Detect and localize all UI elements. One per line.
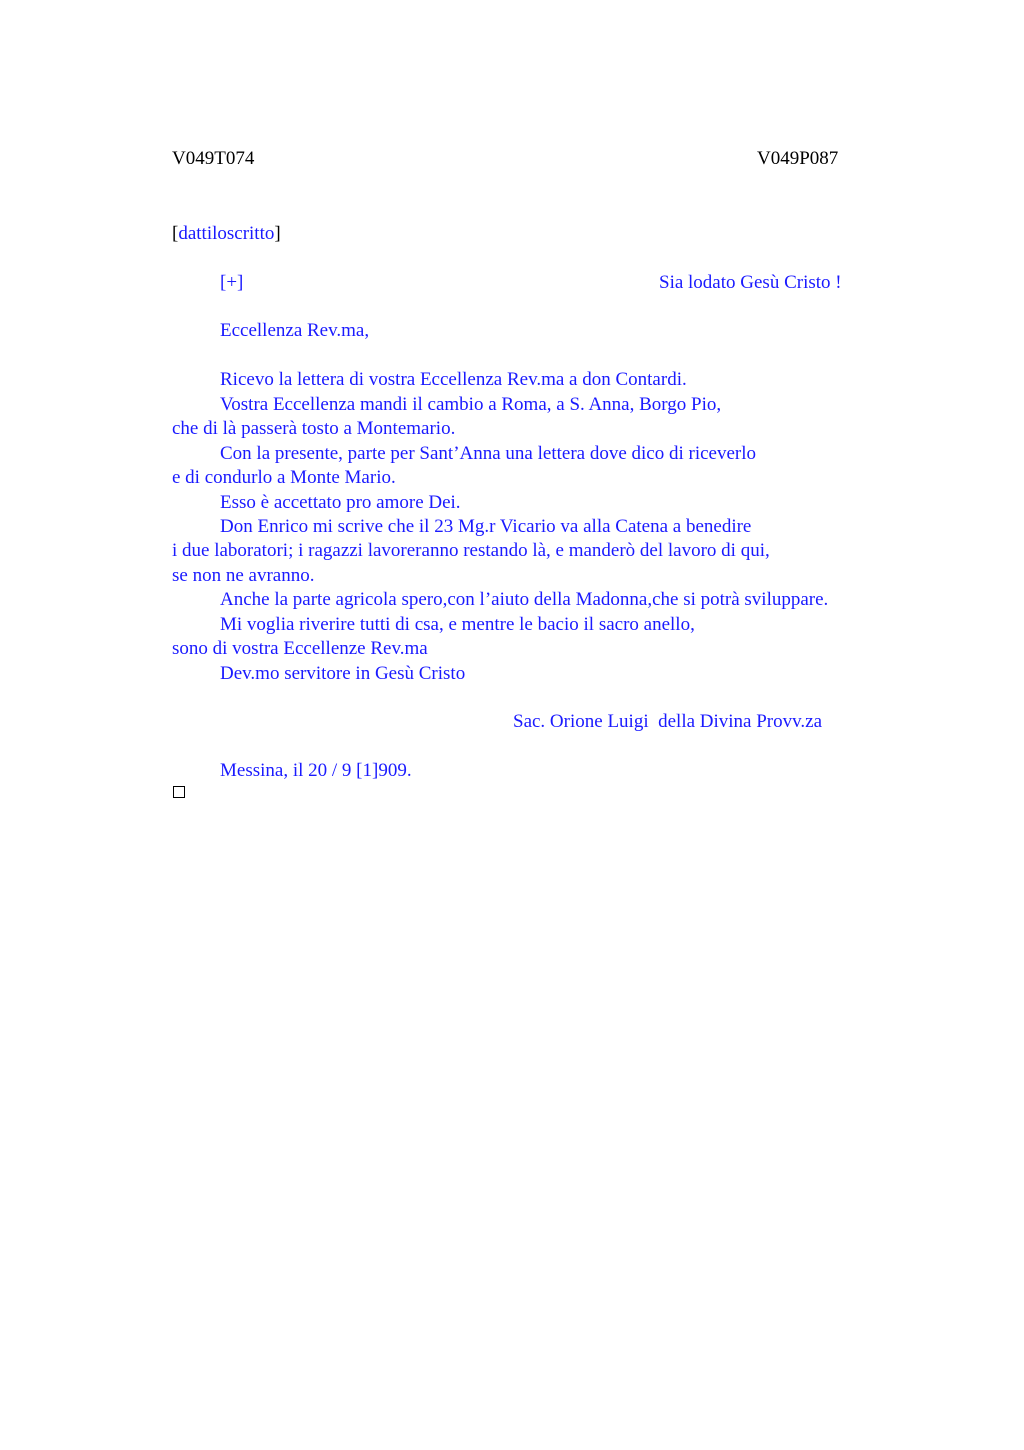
letter-line: Anche la parte agricola spero,con l’aiuto della Madonna,che si potrà sviluppare. — [220, 589, 829, 610]
salutation: Eccellenza Rev.ma, — [220, 320, 370, 341]
letter-line: e di condurlo a Monte Mario. — [172, 467, 396, 488]
archive-code-right: V049P087 — [757, 148, 839, 169]
date-line: Messina, il 20 / 9 [1]909. — [220, 760, 412, 781]
signature: Sac. Orione Luigi della Divina Provv.za — [513, 711, 823, 732]
letter-line: i due laboratori; i ragazzi lavoreranno restando là, e manderò del lavoro di qui, — [172, 540, 770, 561]
cross-mark: [+] — [220, 272, 244, 293]
checkbox-icon — [173, 786, 185, 798]
letter-line: sono di vostra Eccellenze Rev.ma — [172, 638, 428, 659]
letter-line: Don Enrico mi scrive che il 23 Mg.r Vicario va alla Catena a benedire — [220, 516, 752, 537]
letter-line: Ricevo la lettera di vostra Eccellenza Rev.ma a don Contardi. — [220, 369, 687, 390]
source-note — [172, 224, 281, 243]
source-note-text: dattiloscritto — [178, 223, 275, 244]
bracket-close: ] — [274, 223, 281, 244]
invocation: Sia lodato Gesù Cristo ! — [659, 272, 842, 293]
letter-line: Esso è accettato pro amore Dei. — [220, 492, 461, 513]
bracket-open: [ — [172, 223, 179, 244]
letter-line: se non ne avranno. — [172, 565, 315, 586]
closing-line: Dev.mo servitore in Gesù Cristo — [220, 663, 466, 684]
letter-line: Mi voglia riverire tutti di csa, e mentre le bacio il sacro anello, — [220, 614, 695, 635]
letter-line: che di là passerà tosto a Montemario. — [172, 418, 456, 439]
letter-line: Con la presente, parte per Sant’Anna una lettera dove dico di riceverlo — [220, 443, 757, 464]
archive-code-left: V049T074 — [172, 148, 255, 169]
letter-line: Vostra Eccellenza mandi il cambio a Roma, a S. Anna, Borgo Pio, — [220, 394, 722, 415]
